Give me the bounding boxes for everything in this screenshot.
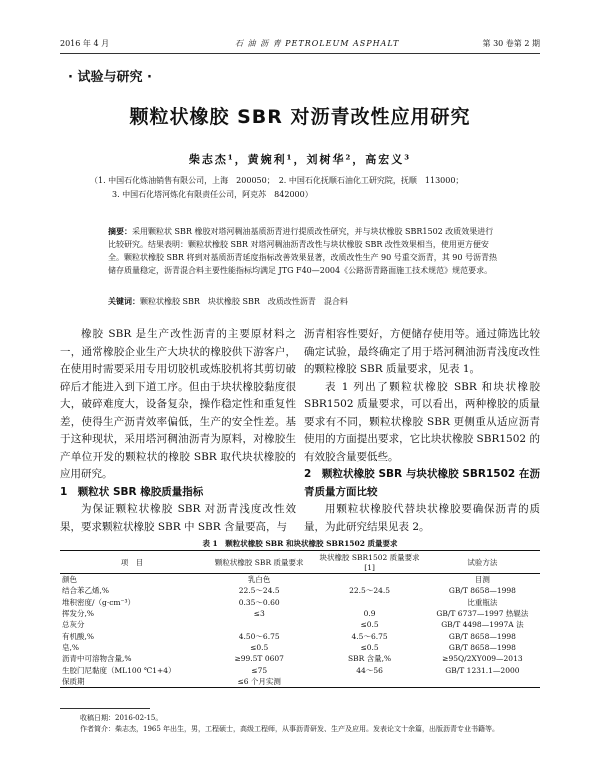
table-header: 块状橡胶 SBR1502 质量要求[1] [314,551,424,574]
table-row [60,574,540,586]
left-column [60,326,296,536]
table-cell: 44～56 [356,665,383,675]
keywords-text: 颗粒状橡胶 SBR 块状橡胶 SBR 改质改性沥青 混合料 [140,297,348,306]
table-cell: ≤0.5 [250,642,269,652]
table-cell: ≤6 个月实测 [204,676,314,688]
table-cell: ≥99.5T 0607 [234,654,284,664]
table-cell [314,597,424,608]
section1-paragraph: 为保证颗粒状橡胶 SBR 对沥青浅度改性效果，要求颗粒状橡胶 SBR 中 SBR 含量要高，与 [60,503,296,533]
table-row [60,664,540,675]
keywords [108,296,501,307]
section-heading-1: 1 颗粒状 SBR 橡胶质量指标 [60,485,204,498]
abstract-label: 摘要： [108,227,132,236]
table-row [60,619,540,630]
abstract-text: 采用颗粒状 SBR 橡胶对塔河稠油基质沥青进行提质改性研究，并与块状橡胶 SBR1502 改质效果进行比较研究。结果表明：颗粒状橡胶 SBR 对塔河稠油沥青改性与块状橡胶 SBR 改性效果相当，使用更方便安全。颗粒状橡胶 SBR 将到对基质沥青延度指标改善效果显著，改质改性生产 90 号重交沥青，其 90 号沥青热储存质量稳定，沥青混合料主要性能指标均满足 JTG F40—2004《公路沥青路面施工技术规范》规范要求。 [108,227,497,275]
affiliation-line-1: （1. 中国石化炼油销售有限公司，上海 200050； 2. 中国石化抚顺石油化工研究院，抚顺 113000； [90,176,464,185]
table-cell: GB/T 6737—1997 热辊法 [436,609,529,619]
table-cell [314,676,424,688]
table-cell: 22.5～24.5 [349,586,391,596]
header-volume: 第 30 卷第 2 期 [482,39,540,48]
section2-paragraph: 用颗粒状橡胶代替块状橡胶要确保沥青的质量，为此研究结果见表 2。 [304,503,540,533]
affiliation-line-2: 3. 中国石化塔河炼化有限责任公司，阿克苏 842000） [112,190,313,199]
table-cell: GB/T 8658—1998 [448,631,516,641]
table-cell: ≤75 [251,665,268,675]
table-cell: ≥95Q/2XY009—2013 [442,654,523,664]
section-heading-2: 2 颗粒状橡胶 SBR 与块状橡胶 SBR1502 在沥青质量方面比较 [304,468,540,498]
intro-paragraph: 橡胶 SBR 是生产改性沥青的主要原材料之一，通常橡胶企业生产大块状的橡胶供下游客户，在使用时需要采用专用切胶机或炼胶机将其剪切破碎后才能进入到下道工序。但由于块状橡胶黏度很大，破碎难度大，设备复杂，操作稳定性和重复性差，使得生产沥青效率偏低，生产的安全性差。基于这种现状，采用塔河稠油沥青为原料，对橡胶生产单位开发的颗粒状的橡胶 SBR 取代块状橡胶的应用研究。 [60,328,296,480]
table-row [60,630,540,641]
footnotes [80,713,550,735]
table-cell: GB/T 4498—1997A 法 [441,620,524,630]
table-cell: 结合苯乙烯,% [62,586,110,596]
table-cell: 皂,% [62,642,80,652]
right-column [304,326,540,536]
section-tag: · 试验与研究 · [68,70,152,85]
received-date: 收稿日期：2016-02-15。 [80,714,163,722]
table-caption: 表 1 颗粒状橡胶 SBR 和块状橡胶 SBR1502 质量要求 [202,539,398,548]
table-cell: ≤3 [253,609,265,619]
table-header: 项 目 [60,551,204,574]
table-cell: ≤0.5 [360,620,379,630]
table-cell [314,574,424,586]
footnote-rule [60,708,150,709]
table-cell [425,676,540,688]
table-row [60,597,540,608]
header-rule [60,53,540,54]
table-header-row [60,551,540,574]
table-cell: 生胶门尼黏度（ML100 ℃1+4） [62,665,176,675]
table-cell: GB/T 8658—1998 [448,586,516,596]
quality-requirements-table [60,550,540,688]
running-header [60,38,540,52]
table-cell: 比重瓶法 [467,597,498,607]
table-cell: 4.5～6.75 [351,631,388,641]
table-cell: 0.35～0.60 [238,597,280,607]
table-cell: 0.9 [363,609,376,619]
header-date: 2016 年 4 月 [60,39,110,48]
table-header: 试验方法 [425,551,540,574]
table-row [60,642,540,653]
table-cell: 沥青中可溶物含量,% [62,654,132,664]
author-bio: 作者简介：柴志杰，1965 年出生，男，工程硕士，高级工程师，从事沥青研发、生产及应用。发表论文十余篇，出版沥青专业书籍等。 [80,725,500,733]
table-cell: 保质期 [60,676,204,688]
table-row [60,653,540,664]
table-cell: ≤0.5 [360,642,379,652]
authors: 柴志杰¹，黄婉利¹，刘树华²，高宏义³ [188,153,412,166]
table-cell: GB/T 8658—1998 [448,642,516,652]
header-journal: 石 油 沥 青 PETROLEUM ASPHALT [235,39,400,48]
continued-paragraph: 沥青相容性要好，方便储存使用等。通过筛选比较确定试验，最终确定了用于塔河稠油沥青浅度改性的颗粒橡胶 SBR 质量要求，见表 1。 [304,328,540,375]
table-cell: 4.50～6.75 [238,631,280,641]
paper-title: 颗粒状橡胶 SBR 对沥青改性应用研究 [129,106,471,128]
table-cell: 有机酸,% [62,631,95,641]
table-cell: SBR 含量,% [347,654,392,664]
table-header: 颗粒状橡胶 SBR 质量要求 [204,551,314,574]
table-cell: 乳白色 [247,575,271,585]
table-cell: 22.5～24.5 [238,586,280,596]
table-cell: GB/T 1231.1—2000 [445,665,520,675]
table-row [60,585,540,596]
table-cell: 挥发分,% [62,609,95,619]
table-row [60,608,540,619]
abstract [108,225,501,277]
table-discussion-paragraph: 表 1 列出了颗粒状橡胶 SBR 和块状橡胶 SBR1502 质量要求，可以看出，两种橡胶的质量要求有不同，颗粒状橡胶 SBR 更侧重从适应沥青使用的方面提出要求，它比块状橡胶 SBR1502 的有效胶含量要低些。 [304,380,540,463]
table-cell: 颜色 [62,575,77,585]
table-cell: 堆积密度/（g·cm⁻³） [62,597,135,607]
table-row [60,676,540,688]
table-cell: 总灰分 [62,620,85,630]
table-cell: 目测 [474,575,490,585]
table-cell [204,619,314,630]
keywords-label: 关键词： [108,297,140,306]
